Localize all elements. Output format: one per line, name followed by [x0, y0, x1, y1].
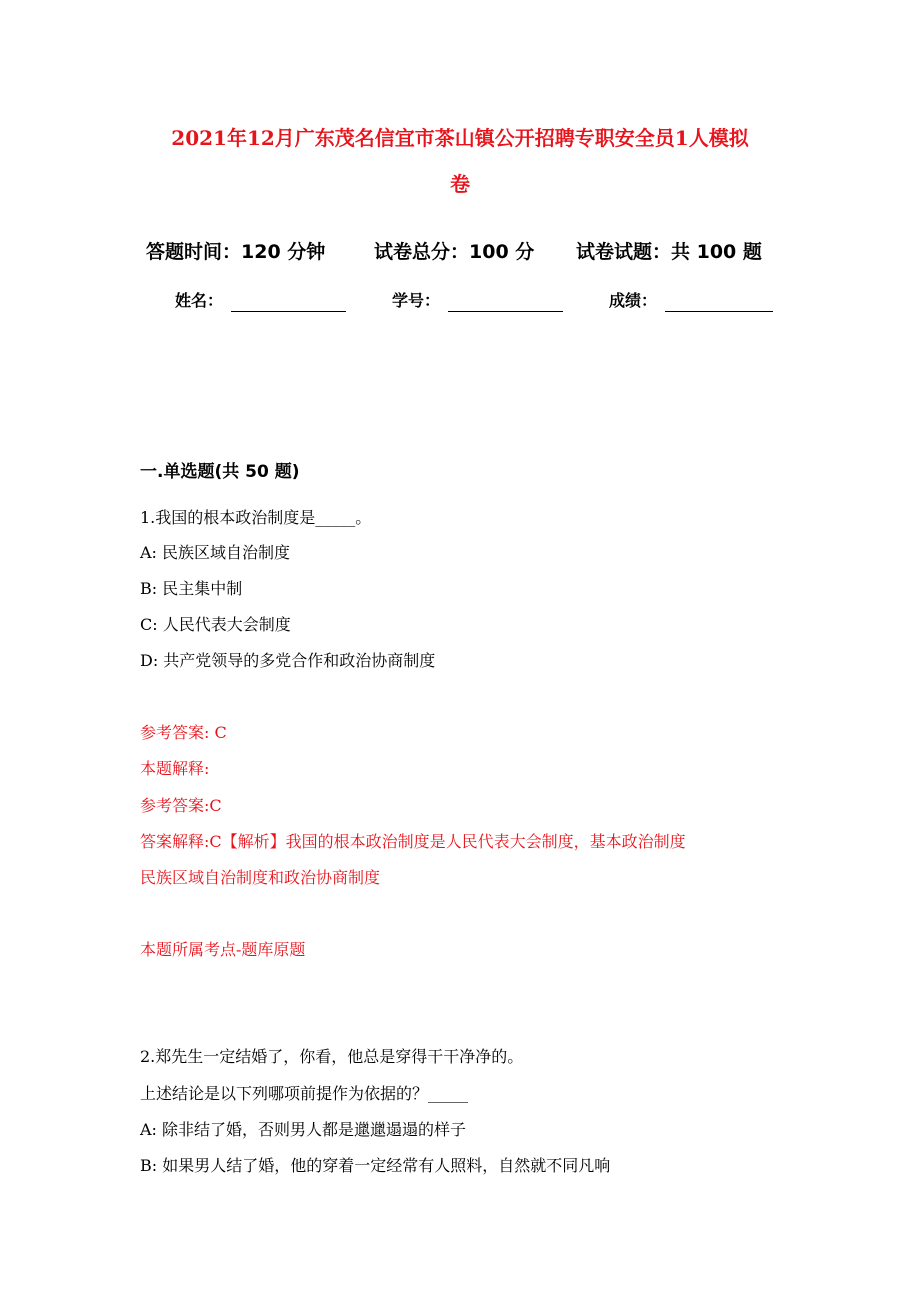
- question-1-source: 本题所属考点-题库原题: [140, 940, 306, 959]
- name-blank: [231, 311, 346, 312]
- question-1-answer-repeat: 参考答案:C: [140, 796, 222, 815]
- question-1-stem: 1.我国的根本政治制度是_____。: [140, 508, 372, 527]
- score-blank: [665, 311, 773, 312]
- question-1-option-b: B: 民主集中制: [140, 579, 243, 598]
- question-1-option-d: D: 共产党领导的多党合作和政治协商制度: [140, 651, 436, 670]
- exam-time: 答题时间：120 分钟: [146, 241, 326, 263]
- question-1-option-c: C: 人民代表大会制度: [140, 615, 291, 634]
- question-2-option-a: A: 除非结了婚，否则男人都是邋邋遢遢的样子: [140, 1120, 467, 1139]
- student-id-label: 学号：: [392, 291, 441, 310]
- name-label: 姓名：: [175, 291, 224, 310]
- question-2-option-b: B: 如果男人结了婚，他的穿着一定经常有人照料，自然就不同凡响: [140, 1156, 611, 1175]
- question-1-analysis-line1: 答案解释:C【解析】我国的根本政治制度是人民代表大会制度，基本政治制度: [140, 832, 686, 851]
- exam-question-count: 试卷试题：共 100 题: [576, 241, 762, 263]
- section-title: 一.单选题(共 50 题): [140, 462, 300, 482]
- score-label: 成绩：: [609, 291, 658, 310]
- question-1-analysis-line2: 民族区域自治制度和政治协商制度: [140, 868, 381, 887]
- exam-total-score: 试卷总分：100 分: [374, 241, 535, 263]
- student-id-blank: [448, 311, 563, 312]
- question-1-explain-label: 本题解释:: [140, 759, 210, 778]
- question-2-stem: 2.郑先生一定结婚了，你看，他总是穿得干干净净的。: [140, 1047, 524, 1066]
- question-2-stem-prompt: 上述结论是以下列哪项前提作为依据的？_____: [140, 1084, 469, 1103]
- question-1-answer: 参考答案: C: [140, 723, 227, 742]
- exam-title-line1: 2021年12月广东茂名信宜市茶山镇公开招聘专职安全员1人模拟: [171, 126, 749, 150]
- exam-title-line2: 卷: [450, 172, 470, 196]
- question-1-option-a: A: 民族区域自治制度: [140, 543, 291, 562]
